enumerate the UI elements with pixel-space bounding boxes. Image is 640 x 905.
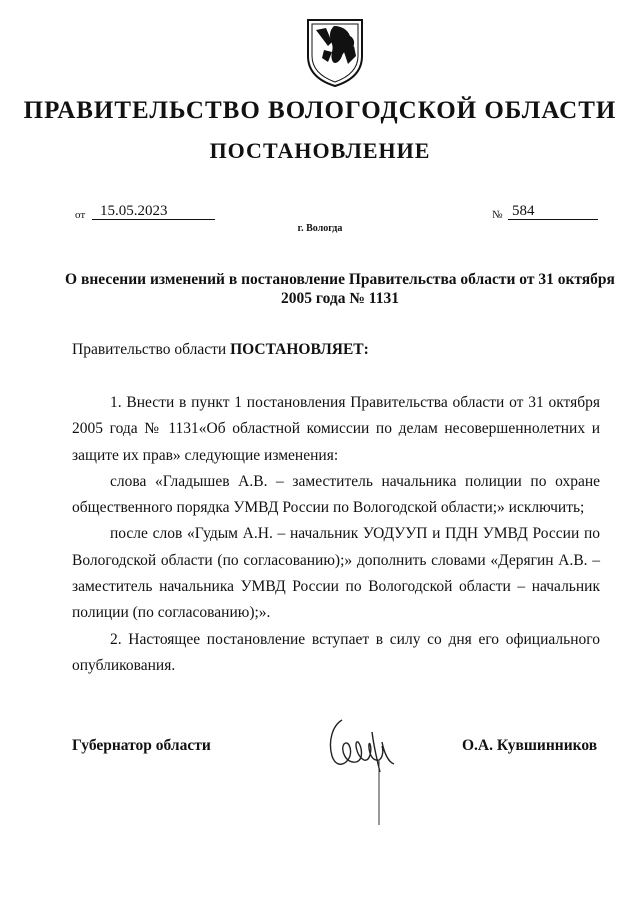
document-subject: О внесении изменений в постановление Правительства области от 31 октября 2005 года № 1131 xyxy=(65,271,615,307)
document-body xyxy=(72,390,600,679)
intro-line xyxy=(72,341,369,359)
signature-stroke xyxy=(378,760,380,825)
paragraph: 1. Внести в пункт 1 постановления Правительства области от 31 октября 2005 года № 1131«Об областной комиссии по делам несовершеннолетних и защите их прав» следующие изменения: xyxy=(72,394,600,464)
date-label: от xyxy=(75,209,86,221)
paragraph: 2. Настоящее постановление вступает в силу со дня его официального опубликования. xyxy=(72,630,600,674)
paragraph: слова «Гладышев А.В. – заместитель начальника полиции по охране общественного порядка УМВД России по Вологодской области;» исключить; xyxy=(72,472,600,517)
intro-prefix: Правительство области xyxy=(72,341,227,358)
city-label: г. Вологда xyxy=(297,223,343,234)
intro-verb: ПОСТАНОВЛЯЕТ: xyxy=(230,341,369,358)
document-number: 584 xyxy=(508,203,598,220)
signatory-name: О.А. Кувшинников xyxy=(462,737,598,754)
document-type: ПОСТАНОВЛЕНИЕ xyxy=(209,138,431,163)
document-date: 15.05.2023 xyxy=(92,203,215,220)
number-label: № xyxy=(492,209,503,221)
paragraph: после слов «Гудым А.Н. – начальник УОДУУП и ПДН УМВД России по Вологодской области (по согласованию);» дополнить словами «Дерягин А.В. – заместитель начальника УМВД России по Вологодской области – начальник полиции (по согласованию);». xyxy=(72,525,600,622)
signature-icon xyxy=(322,712,402,782)
coat-of-arms-icon xyxy=(304,16,366,88)
signatory-title: Губернатор области xyxy=(72,737,211,754)
organization-title: ПРАВИТЕЛЬСТВО ВОЛОГОДСКОЙ ОБЛАСТИ xyxy=(23,97,617,124)
